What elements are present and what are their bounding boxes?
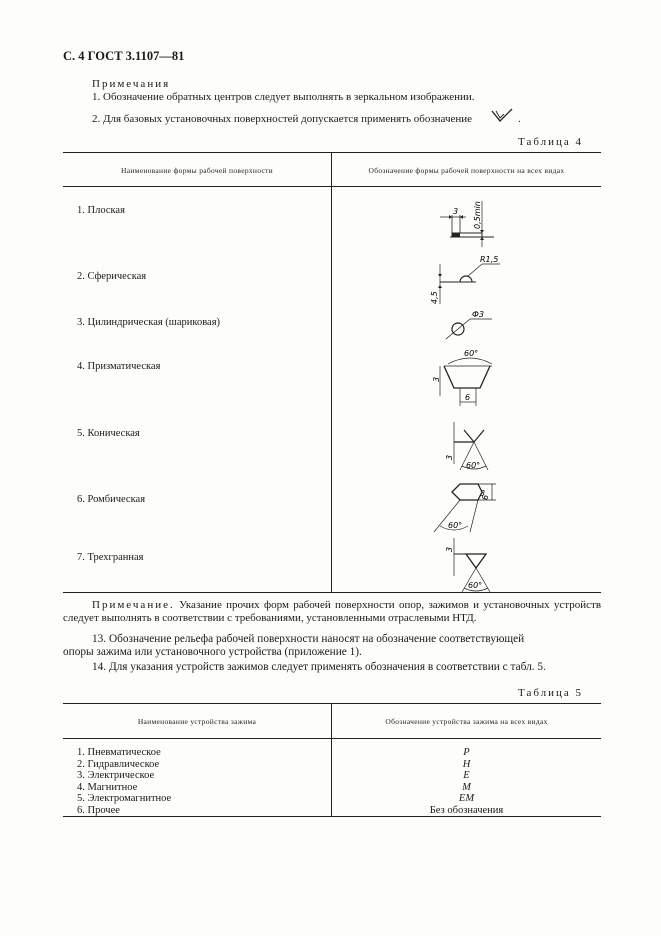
table5-codes [332, 747, 601, 816]
table4-bottom-rule [63, 592, 601, 593]
table5-row-6-name: 6. Прочее [77, 804, 120, 816]
table5-row-3-code: E [463, 770, 470, 781]
spherical-dim-height: 4,5 [430, 291, 439, 304]
cylindrical-surface-symbol-icon [444, 307, 494, 341]
table5-row-4-name: 4. Магнитное [77, 781, 138, 793]
note-2: 2. Для базовых установочных поверхностей допускается применять обозначение [92, 113, 473, 125]
table5-row-1-code: P [463, 747, 470, 758]
table5-row-6-code: Без обозначения [429, 804, 504, 816]
cylindrical-dim-diameter: Ф3 [472, 310, 484, 319]
prismatic-dim-angle: 60° [464, 349, 479, 358]
rhombic-dim-width: 6 [481, 494, 490, 500]
prismatic-dim-depth: 3 [432, 376, 441, 382]
flat-surface-symbol-icon [436, 191, 496, 249]
table4-row-1-name: 1. Плоская [77, 205, 125, 216]
table4-row-4-name: 4. Призматическая [77, 361, 161, 372]
mid-note [63, 599, 601, 625]
flat-dim-depth: 0,5min [473, 201, 482, 229]
table5-row-3-name: 3. Электрическое [77, 770, 155, 781]
table4-header-rule [63, 186, 601, 187]
table4-col1-header: Наименование формы рабочей поверхности [120, 166, 273, 175]
table5-row-2-name: 2. Гидравлическое [77, 758, 160, 770]
table4-row-6-name: 6. Ромбическая [77, 494, 146, 505]
table4-row-2-name: 2. Сферическая [77, 271, 147, 282]
notes-title: Примечания [92, 78, 171, 90]
table4-top-rule [63, 152, 601, 153]
table5-caption: Таблица 5 [518, 687, 584, 699]
table5-row-5-code: EM [458, 793, 475, 804]
table4-col2-header: Обозначение формы рабочей поверхности на всех видах [368, 166, 565, 175]
table5-bottom-rule [63, 816, 601, 817]
mid-note-label: Примечание. [92, 599, 175, 611]
table5-col1-header: Наименование устройства зажима [137, 717, 257, 726]
spherical-dim-radius: R1,5 [480, 255, 499, 264]
table4-row-3-name: 3. Цилиндрическая (шариковая) [77, 317, 221, 328]
rhombic-dim-angle: 60° [448, 521, 463, 530]
paragraph-13-line1: 13. Обозначение рельефа рабочей поверхности наносят на обозначение соответствующей [92, 633, 525, 645]
page-header: С. 4 ГОСТ 3.1107—81 [63, 49, 185, 63]
table5-row-5-name: 5. Электромагнитное [77, 793, 172, 804]
conical-dim-depth: 3 [445, 454, 454, 460]
spherical-surface-symbol-icon [426, 254, 502, 308]
table4-caption: Таблица 4 [518, 136, 584, 148]
table5-row-1-name: 1. Пневматическое [77, 747, 161, 758]
table5-col2-header: Обозначение устройства зажима на всех видах [385, 717, 548, 726]
prismatic-surface-symbol-icon [430, 344, 496, 412]
prismatic-dim-width: 6 [465, 393, 471, 402]
table4-row-7-name: 7. Трехгранная [77, 552, 144, 563]
conical-surface-symbol-icon [440, 420, 496, 476]
flat-dim-width: 3 [453, 207, 459, 216]
table5-top-rule [63, 703, 601, 704]
trihedral-surface-symbol-icon [440, 536, 496, 596]
rhombic-surface-symbol-icon [430, 478, 500, 536]
trihedral-dim-angle: 60° [468, 581, 483, 590]
base-surface-symbol-icon [490, 108, 516, 124]
mid-note-text: Указание прочих форм рабочей поверхности опор, зажимов и установочных устройств следует выполнять в соответствии с требованиями, установленными отраслевыми НТД. [63, 599, 602, 624]
table5-header-rule [63, 738, 601, 739]
table4-row-5-name: 5. Коническая [77, 428, 140, 439]
trihedral-dim-depth: 3 [445, 546, 454, 552]
table5-row-2-code: H [462, 758, 471, 770]
note-1: 1. Обозначение обратных центров следует выполнять в зеркальном изображении. [92, 91, 475, 103]
table5-names [77, 747, 171, 816]
paragraph-14: 14. Для указания устройств зажимов следует применять обозначения в соответствии с табл. 5. [92, 661, 546, 673]
table4-column-divider [331, 152, 332, 592]
note-2-period: . [518, 113, 521, 125]
paragraph-13-line2: опоры зажима или установочного устройства (приложение 1). [63, 646, 362, 658]
conical-dim-angle: 60° [466, 461, 481, 470]
rhombic-dim-depth: 3 [480, 489, 486, 498]
table5-row-4-code: M [462, 781, 471, 793]
